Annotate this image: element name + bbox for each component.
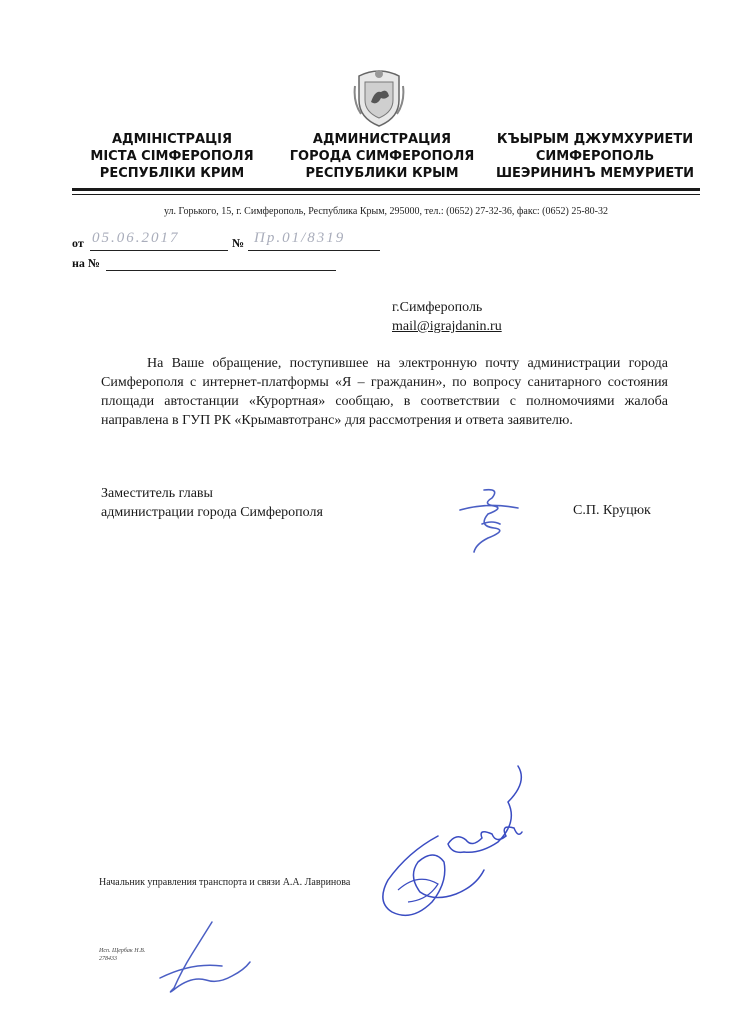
crimea-coat-of-arms-icon bbox=[351, 66, 407, 128]
date-underline bbox=[90, 250, 228, 251]
ref-label: на № bbox=[72, 256, 100, 270]
header-line: АДМИНИСТРАЦИЯ bbox=[312, 132, 452, 147]
handwritten-date: 05.06.2017 bbox=[92, 230, 180, 246]
header-line: ГОРОДА СИМФЕРОПОЛЯ bbox=[289, 149, 475, 164]
header-line: РЕСПУБЛІКИ КРИМ bbox=[99, 166, 245, 181]
signatory-position bbox=[101, 484, 323, 522]
executor-block bbox=[99, 947, 145, 963]
signature-deputy bbox=[448, 484, 528, 556]
handwritten-number: Пр.01/8319 bbox=[254, 230, 346, 246]
address-line: ул. Горького, 15, г. Симферополь, Республика Крым, 295000, тел.: (0652) 27-32-36, факс: (0652) 25-80-32 bbox=[163, 206, 608, 217]
header-divider-thick bbox=[72, 188, 700, 191]
recipient-city: г.Симферополь bbox=[392, 300, 483, 315]
signatory-position-line: администрации города Симферополя bbox=[101, 505, 323, 520]
from-label: от bbox=[72, 236, 84, 250]
executor-phone: 278433 bbox=[99, 956, 117, 962]
header-column-russian bbox=[287, 131, 477, 182]
letter-body: На Ваше обращение, поступившее на электронную почту администрации города Симферополя с интернет-платформы «Я – гражданин», по вопросу санитарного состояния площади автостанции «Курортная» сообщаю, в соответствии с полномочиями жалоба направлена в ГУП РК «Крымавтотранс» для рассмотрения и ответа заявителю. bbox=[101, 356, 668, 428]
signatory-name: С.П. Круцюк bbox=[573, 503, 651, 518]
executor-name: Исп. Щербак Н.В. bbox=[99, 948, 146, 954]
header-line: КЪЫРЫМ ДЖУМХУРИЕТИ bbox=[496, 132, 694, 147]
signature-transport-head bbox=[368, 762, 538, 932]
signature-executor bbox=[152, 918, 252, 998]
header-line: ШЕЭРИНИНЪ МЕМУРИЕТИ bbox=[495, 166, 695, 181]
signatory-position-line: Заместитель главы bbox=[101, 486, 213, 501]
header-line: МІСТА СІМФЕРОПОЛЯ bbox=[90, 149, 254, 164]
header-line: РЕСПУБЛИКИ КРЫМ bbox=[305, 166, 459, 181]
header-divider-thin bbox=[72, 194, 700, 195]
ref-underline bbox=[106, 270, 336, 271]
footer-approval-note: Начальник управления транспорта и связи А.А. Лавринова bbox=[99, 877, 351, 888]
recipient-email[interactable]: mail@igrajdanin.ru bbox=[392, 319, 502, 334]
header-line: СИМФЕРОПОЛЬ bbox=[535, 149, 655, 164]
header-column-crimean-tatar bbox=[492, 131, 698, 182]
header-line: АДМІНІСТРАЦІЯ bbox=[111, 132, 233, 147]
number-underline bbox=[248, 250, 380, 251]
recipient-block bbox=[392, 298, 502, 336]
header-column-ukrainian bbox=[82, 131, 262, 182]
number-label: № bbox=[232, 236, 245, 250]
